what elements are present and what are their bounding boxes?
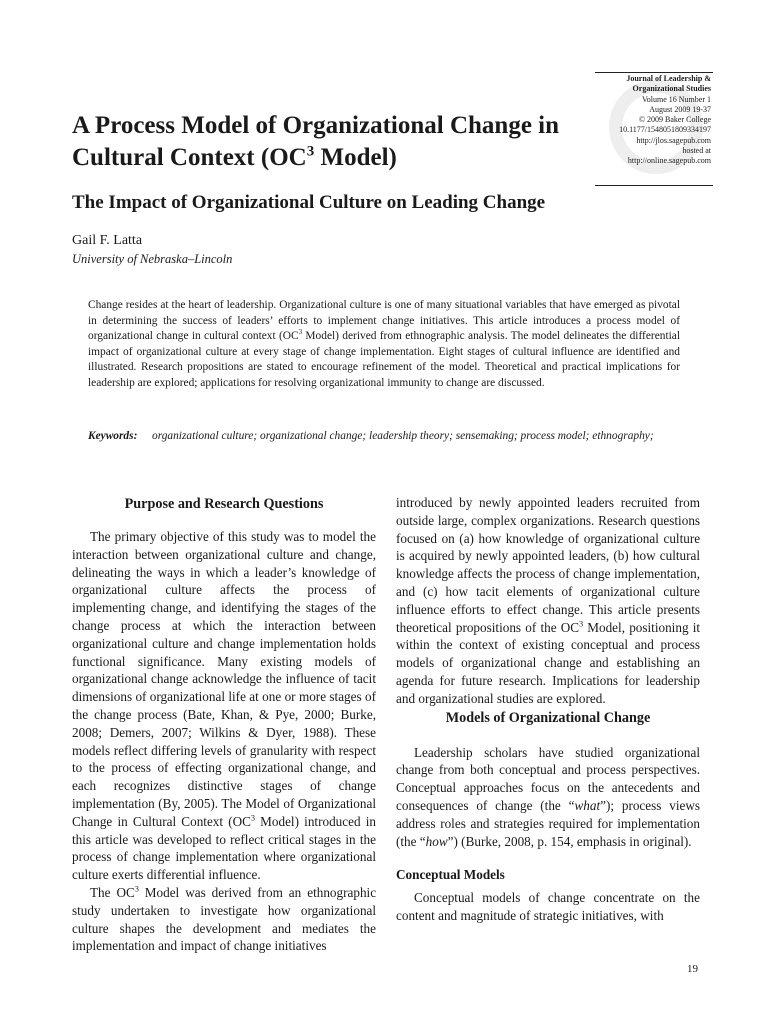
journal-date-pages: August 2009 19-37 xyxy=(649,104,711,114)
author-name: Gail F. Latta xyxy=(72,233,143,248)
paragraph-objective-text-a: The primary objective of this study was to model the interaction between organizational culture and change, delineating the ways in which a leader’s knowledge of organizational culture affects the process of implementing change, and identifying the stages of the change process at which the interaction between organizational culture and change implementation holds functional significance. Many existing models of organizational change acknowledge the influence of tacit dimensions of organizational life at one or more stages of the change process (Bate, Khan, & Pye, 2000; Burke, 2008; Demers, 2007; Wilkins & Dyer, 1988). These models reflect differing levels of granularity with respect to the process of effecting organizational change, and each recognizes distinctive stages of change implementation (By, 2005). The Model of Organizational Change in Cultural Context (OC xyxy=(72,529,376,829)
paragraph-objective xyxy=(72,528,376,884)
title-line2-post: Model) xyxy=(314,144,397,171)
abstract-superscript: 3 xyxy=(298,328,303,337)
heading-models: Models of Organizational Change xyxy=(445,709,651,726)
paragraph-leadership-scholars xyxy=(396,744,700,851)
paragraph-objective-sup: 3 xyxy=(250,813,255,823)
paragraph-derivation-sup: 3 xyxy=(134,884,139,894)
paragraph-leadership-text-b: ”); process views address roles and strategies required for implementation (the “ xyxy=(396,797,700,849)
paragraph-derivation-sup2: 3 xyxy=(579,619,584,629)
emphasis-how: how xyxy=(425,833,448,849)
heading-conceptual-models: Conceptual Models xyxy=(396,867,505,883)
journal-name-line1: Journal of Leadership & xyxy=(626,74,711,83)
article-subtitle: The Impact of Organizational Culture on Leading Change xyxy=(72,192,546,213)
author-affiliation: University of Nebraska–Lincoln xyxy=(72,252,233,266)
journal-volume: Volume 16 Number 1 xyxy=(642,94,711,104)
body-column-left xyxy=(72,494,376,955)
abstract-part2: Model) derived from ethnographic analysis. The model delineates the differential impact of organizational culture at every stage of change implementation. Eight stages of cultural influence are identified and illustrated. Research propositions are stated to encourage refinement of the model. Theoretical and practical implications for leadership are explored; applications for resolving organizational immunity to change are discussed. xyxy=(88,330,680,389)
journal-doi[interactable]: 10.1177/1548051809334197 xyxy=(619,125,711,135)
title-superscript: 3 xyxy=(306,143,315,160)
paragraph-derivation: The $OC^3$ Model was derived from an ethnographic study undertaken to investigate how organizational culture shapes the development and mediates the implementation and impact of change initiatives xyxy=(72,884,377,954)
paragraph-conceptual: Conceptual models of change concentrate on the content and magnitude of strategic initiatives, with xyxy=(396,890,700,924)
journal-url[interactable]: http://jlos.sagepub.com xyxy=(636,135,711,145)
journal-hosted-label: hosted at xyxy=(682,146,711,156)
paragraph-derivation-continued: introduced by newly appointed leaders recruited from outside large, complex organizations. Research questions focused on (a) how knowledge of organizational culture is acquired by newly appointed leaders, (b) how cultural knowledge affects the process of change implementation, and (c) how tacit elements of organizational culture influence efforts to effect change. This article presents theoretical propositions of the $OC^3$ Model, positioning it within the context of existing conceptual and process models of organizational change and establishing an agenda for future research. Implications for leadership and organizational studies are explored. xyxy=(396,495,701,706)
article-title xyxy=(72,110,592,174)
emphasis-what: what xyxy=(574,797,601,813)
page-number: 19 xyxy=(687,963,698,975)
title-line1: A Process Model of Organizational Change in xyxy=(72,112,560,139)
paragraph-leadership-text-c: ”) (Burke, 2008, p. 154, emphasis in original). xyxy=(447,833,692,849)
paragraph-leadership-text-a: Leadership scholars have studied organizational change from both conceptual and process perspectives. Conceptual approaches focus on the antecedents and consequences of change (the “ xyxy=(396,744,700,813)
paragraph-objective-text-b: Model) introduced in this article was developed to reflect critical stages in the process of change implementation where organizational culture exerts differential influence. xyxy=(72,813,376,883)
journal-name-line2: Organizational Studies xyxy=(632,84,711,94)
title-line2-pre: Cultural Context (OC xyxy=(72,144,307,171)
keywords-label: Keywords: xyxy=(88,430,138,442)
journal-info xyxy=(597,74,711,167)
heading-purpose: Purpose and Research Questions xyxy=(124,496,324,512)
journal-host-url[interactable]: http://online.sagepub.com xyxy=(627,156,711,166)
abstract xyxy=(88,298,680,391)
keywords-list: organizational culture; organizational change; leadership theory; sensemaking; process model; ethnography; xyxy=(152,430,654,442)
body-column-right xyxy=(396,494,700,925)
journal-copyright: © 2009 Baker College xyxy=(638,115,711,125)
abstract-part1: Change resides at the heart of leadership. Organizational culture is one of many situational variables that have emerged as pivotal in determining the success of leaders’ efforts to implement change initiatives. This article introduces a process model of organizational change in cultural context (OC xyxy=(88,299,680,342)
keywords xyxy=(88,429,680,445)
